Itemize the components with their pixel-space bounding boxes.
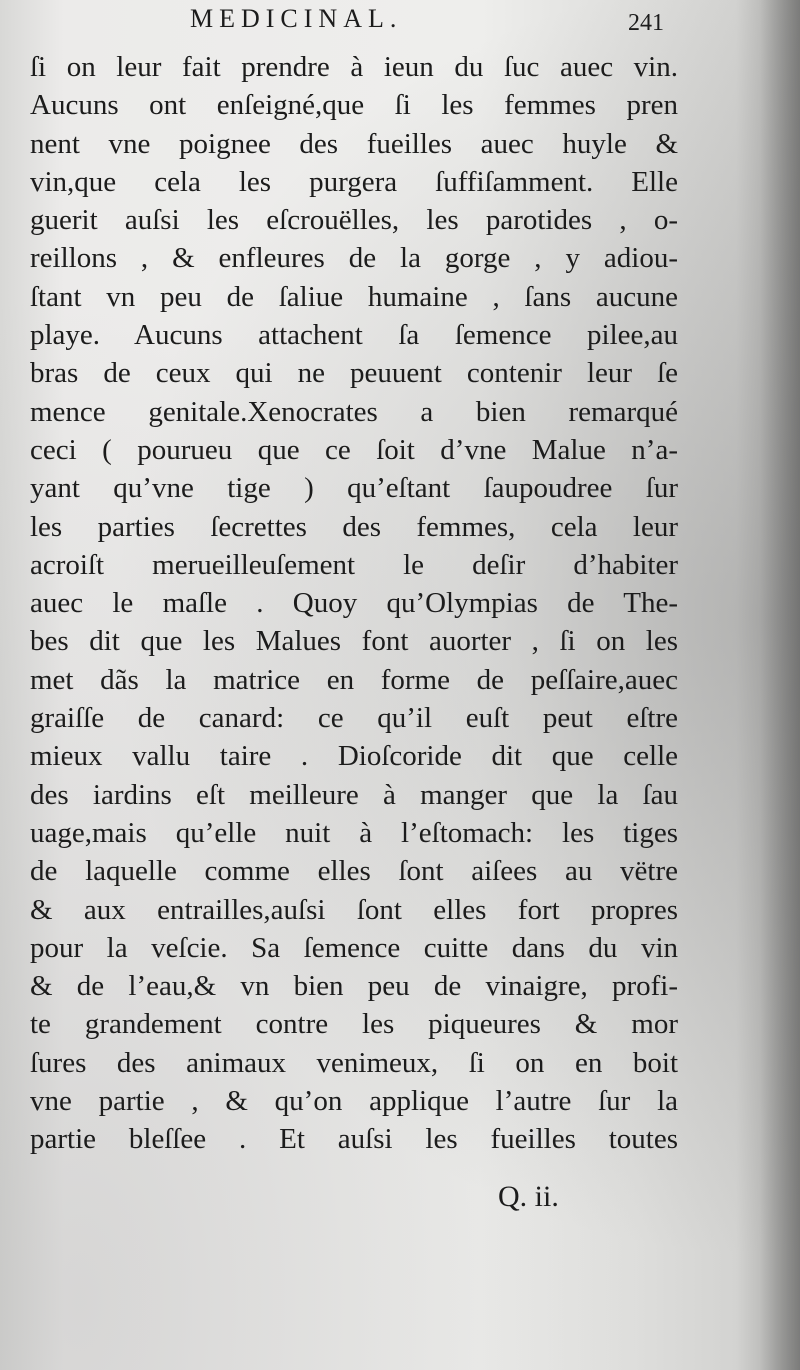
text-line: ſtant vn peu de ſaliue humaine , ſans aucune <box>30 280 678 313</box>
page-edge-shadow <box>760 0 800 1370</box>
text-line: yant qu’vne tige ) qu’eſtant ſaupoudree ſur <box>30 472 678 505</box>
text-line: vin,que cela les purgera ſuffiſamment. Elle <box>30 165 678 198</box>
text-line: uage,mais qu’elle nuit à l’eſtomach: les tiges <box>30 816 678 849</box>
text-line: acroiſt merueilleuſement le deſir d’habiter <box>30 548 678 581</box>
page-number: 241 <box>628 10 664 36</box>
text-line: & aux entrailles,auſsi ſont elles fort propres <box>30 893 678 926</box>
text-line: met dãs la matrice en forme de peſſaire,auec <box>30 663 678 696</box>
text-line: bras de ceux qui ne peuuent contenir leur ſe <box>30 357 678 390</box>
page-header <box>0 4 800 40</box>
text-line: auec le maſle . Quoy qu’Olympias de The- <box>30 587 678 620</box>
text-line: vne partie , & qu’on applique l’autre ſur la <box>30 1085 678 1118</box>
running-head: MEDICINAL. <box>190 4 403 33</box>
text-line: pour la veſcie. Sa ſemence cuitte dans du vin <box>30 931 678 964</box>
text-line: des iardins eſt meilleure à manger que la ſau <box>30 778 678 811</box>
text-line: graiſſe de canard: ce qu’il euſt peut eſtre <box>30 702 678 735</box>
text-line: & de l’eau,& vn bien peu de vinaigre, profi- <box>30 970 678 1003</box>
text-line: reillons , & enfleures de la gorge , y adiou- <box>30 242 678 275</box>
signature-mark: Q. ii. <box>498 1180 559 1213</box>
text-line: de laquelle comme elles ſont aiſees au vëtre <box>30 855 678 888</box>
text-line: ceci ( pourueu que ce ſoit d’vne Malue n’a- <box>30 433 678 466</box>
text-line: playe. Aucuns attachent ſa ſemence pilee,au <box>30 319 678 352</box>
text-line: partie bleſſee . Et auſsi les fueilles toutes <box>30 1123 678 1156</box>
text-line: Aucuns ont enſeigné,que ſi les femmes pren <box>30 89 678 122</box>
text-line: ſures des animaux venimeux, ſi on en boit <box>30 1046 678 1079</box>
text-line: guerit auſsi les eſcrouëlles, les parotides , o- <box>30 204 678 237</box>
text-line: ſi on leur fait prendre à ieun du ſuc auec vin. <box>30 51 678 83</box>
text-line: nent vne poignee des fueilles auec huyle & <box>30 127 678 160</box>
text-line: bes dit que les Malues font auorter , ſi on les <box>30 625 678 658</box>
text-line: te grandement contre les piqueures & mor <box>30 1008 678 1041</box>
body-text <box>30 48 678 1159</box>
text-line: mence genitale.Xenocrates a bien remarqué <box>30 395 678 428</box>
text-line: les parties ſecrettes des femmes, cela leur <box>30 510 678 543</box>
text-line: mieux vallu taire . Dioſcoride dit que celle <box>30 740 678 773</box>
